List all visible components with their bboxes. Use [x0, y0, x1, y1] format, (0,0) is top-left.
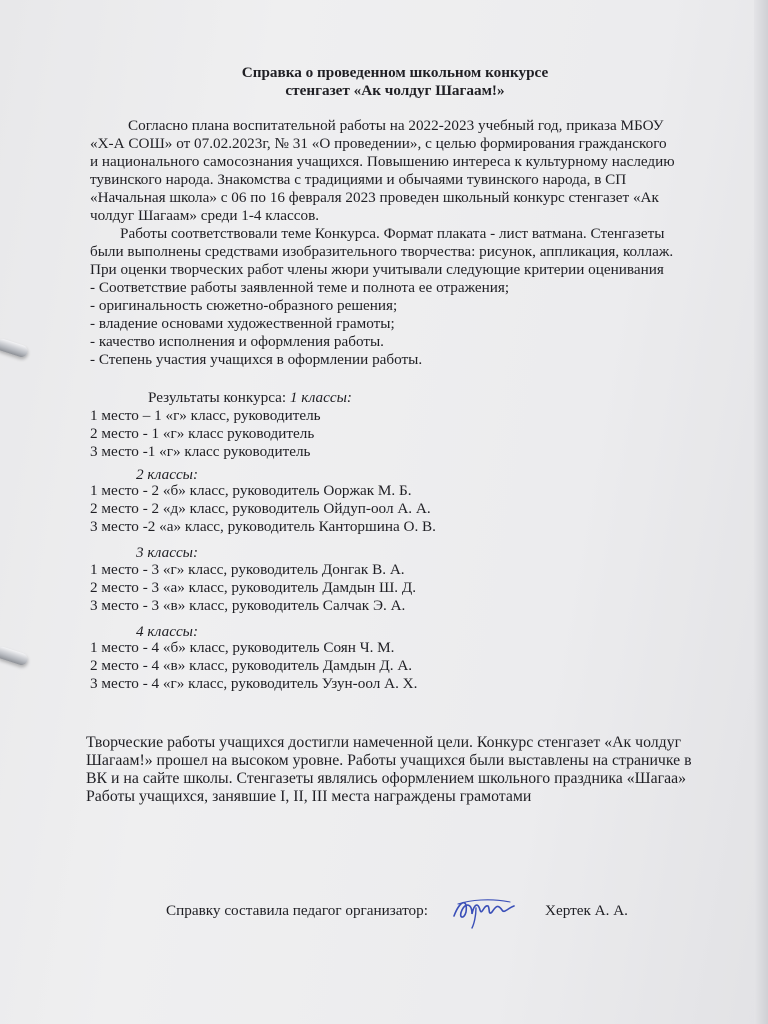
result-item: 1 место – 1 «г» класс, руководитель	[90, 407, 321, 424]
intro-line: были выполнены средствами изобразительного творчества: рисунок, аппликация, коллаж.	[90, 243, 674, 260]
criteria-item: - Степень участия учащихся в оформлении работы.	[90, 351, 423, 368]
conclusion-line: Творческие работы учащихся достигли намеченной цели. Конкурс стенгазет «Ак чолдуг	[86, 734, 682, 751]
page-edge	[754, 0, 768, 1024]
intro-line: «Начальная школа» с 06 по 16 февраля 2023 проведен школьный конкурс стенгазет «Ак	[90, 189, 659, 206]
result-item: 2 место - 1 «г» класс руководитель	[90, 425, 315, 442]
criteria-item: - владение основами художественной грамоты;	[90, 315, 395, 332]
grade-2-label: 2 классы:	[136, 466, 199, 483]
results-heading	[148, 389, 352, 407]
staple	[0, 337, 29, 358]
result-item: 1 место - 2 «б» класс, руководитель Ооржак М. Б.	[90, 482, 412, 499]
result-item: 3 место -1 «г» класс руководитель	[90, 443, 311, 460]
intro-line: «Х-А СОШ» от 07.02.2023г, № 31 «О проведении», с целью формирования гражданского	[90, 135, 667, 152]
intro-line: и национального самосознания учащихся. Повышению интереса к культурному наследию	[90, 153, 675, 170]
document-title-line-2: стенгазет «Ак чолдуг Шагаам!»	[285, 82, 505, 99]
signature-name: Хертек А. А.	[545, 902, 628, 919]
grade-3-label: 3 классы:	[136, 544, 199, 561]
result-item: 2 место - 4 «в» класс, руководитель Дамдын Д. А.	[90, 657, 413, 674]
criteria-item: - оригинальность сюжетно-образного решения;	[90, 297, 398, 314]
intro-line: тувинского народа. Знакомства с традициями и обычаями тувинского народа, в СП	[90, 171, 627, 188]
result-item: 2 место - 2 «д» класс, руководитель Ойдуп-оол А. А.	[90, 500, 431, 517]
intro-line: Работы соответствовали теме Конкурса. Формат плаката - лист ватмана. Стенгазеты	[120, 225, 665, 242]
result-item: 1 место - 4 «б» класс, руководитель Соян Ч. М.	[90, 639, 395, 656]
conclusion-line: ВК и на сайте школы. Стенгазеты являлись оформлением школьного праздника «Шагаа»	[86, 770, 687, 787]
result-item: 3 место - 3 «в» класс, руководитель Салчак Э. А.	[90, 597, 406, 614]
conclusion-line: Работы учащихся, занявшие I, II, III места награждены грамотами	[86, 788, 532, 805]
intro-line: Согласно плана воспитательной работы на 2022-2023 учебный год, приказа МБОУ	[128, 117, 664, 134]
result-item: 3 место - 4 «г» класс, руководитель Узун-оол А. Х.	[90, 675, 418, 692]
criteria-item: - качество исполнения и оформления работы.	[90, 333, 384, 350]
intro-line: При оценки творческих работ члены жюри учитывали следующие критерии оценивания	[90, 261, 664, 278]
result-item: 3 место -2 «а» класс, руководитель Канторшина О. В.	[90, 518, 436, 535]
signature-label: Справку составила педагог организатор:	[166, 902, 428, 919]
result-item: 1 место - 3 «г» класс, руководитель Донгак В. А.	[90, 561, 405, 578]
results-heading-text: Результаты конкурса:	[148, 389, 290, 406]
conclusion-line: Шагаам!» прошел на высоком уровне. Работы учащихся были выставлены на страничке в	[86, 752, 692, 769]
grade-4-label: 4 классы:	[136, 623, 199, 640]
staple	[0, 645, 29, 666]
grade-1-label: 1 классы:	[289, 389, 352, 406]
intro-line: чолдуг Шагаам» среди 1-4 классов.	[90, 207, 320, 224]
criteria-item: - Соответствие работы заявленной теме и полнота ее отражения;	[90, 279, 510, 296]
result-item: 2 место - 3 «а» класс, руководитель Дамдын Ш. Д.	[90, 579, 417, 596]
document-title-line-1: Справка о проведенном школьном конкурсе	[241, 64, 549, 81]
handwritten-signature	[450, 890, 520, 930]
